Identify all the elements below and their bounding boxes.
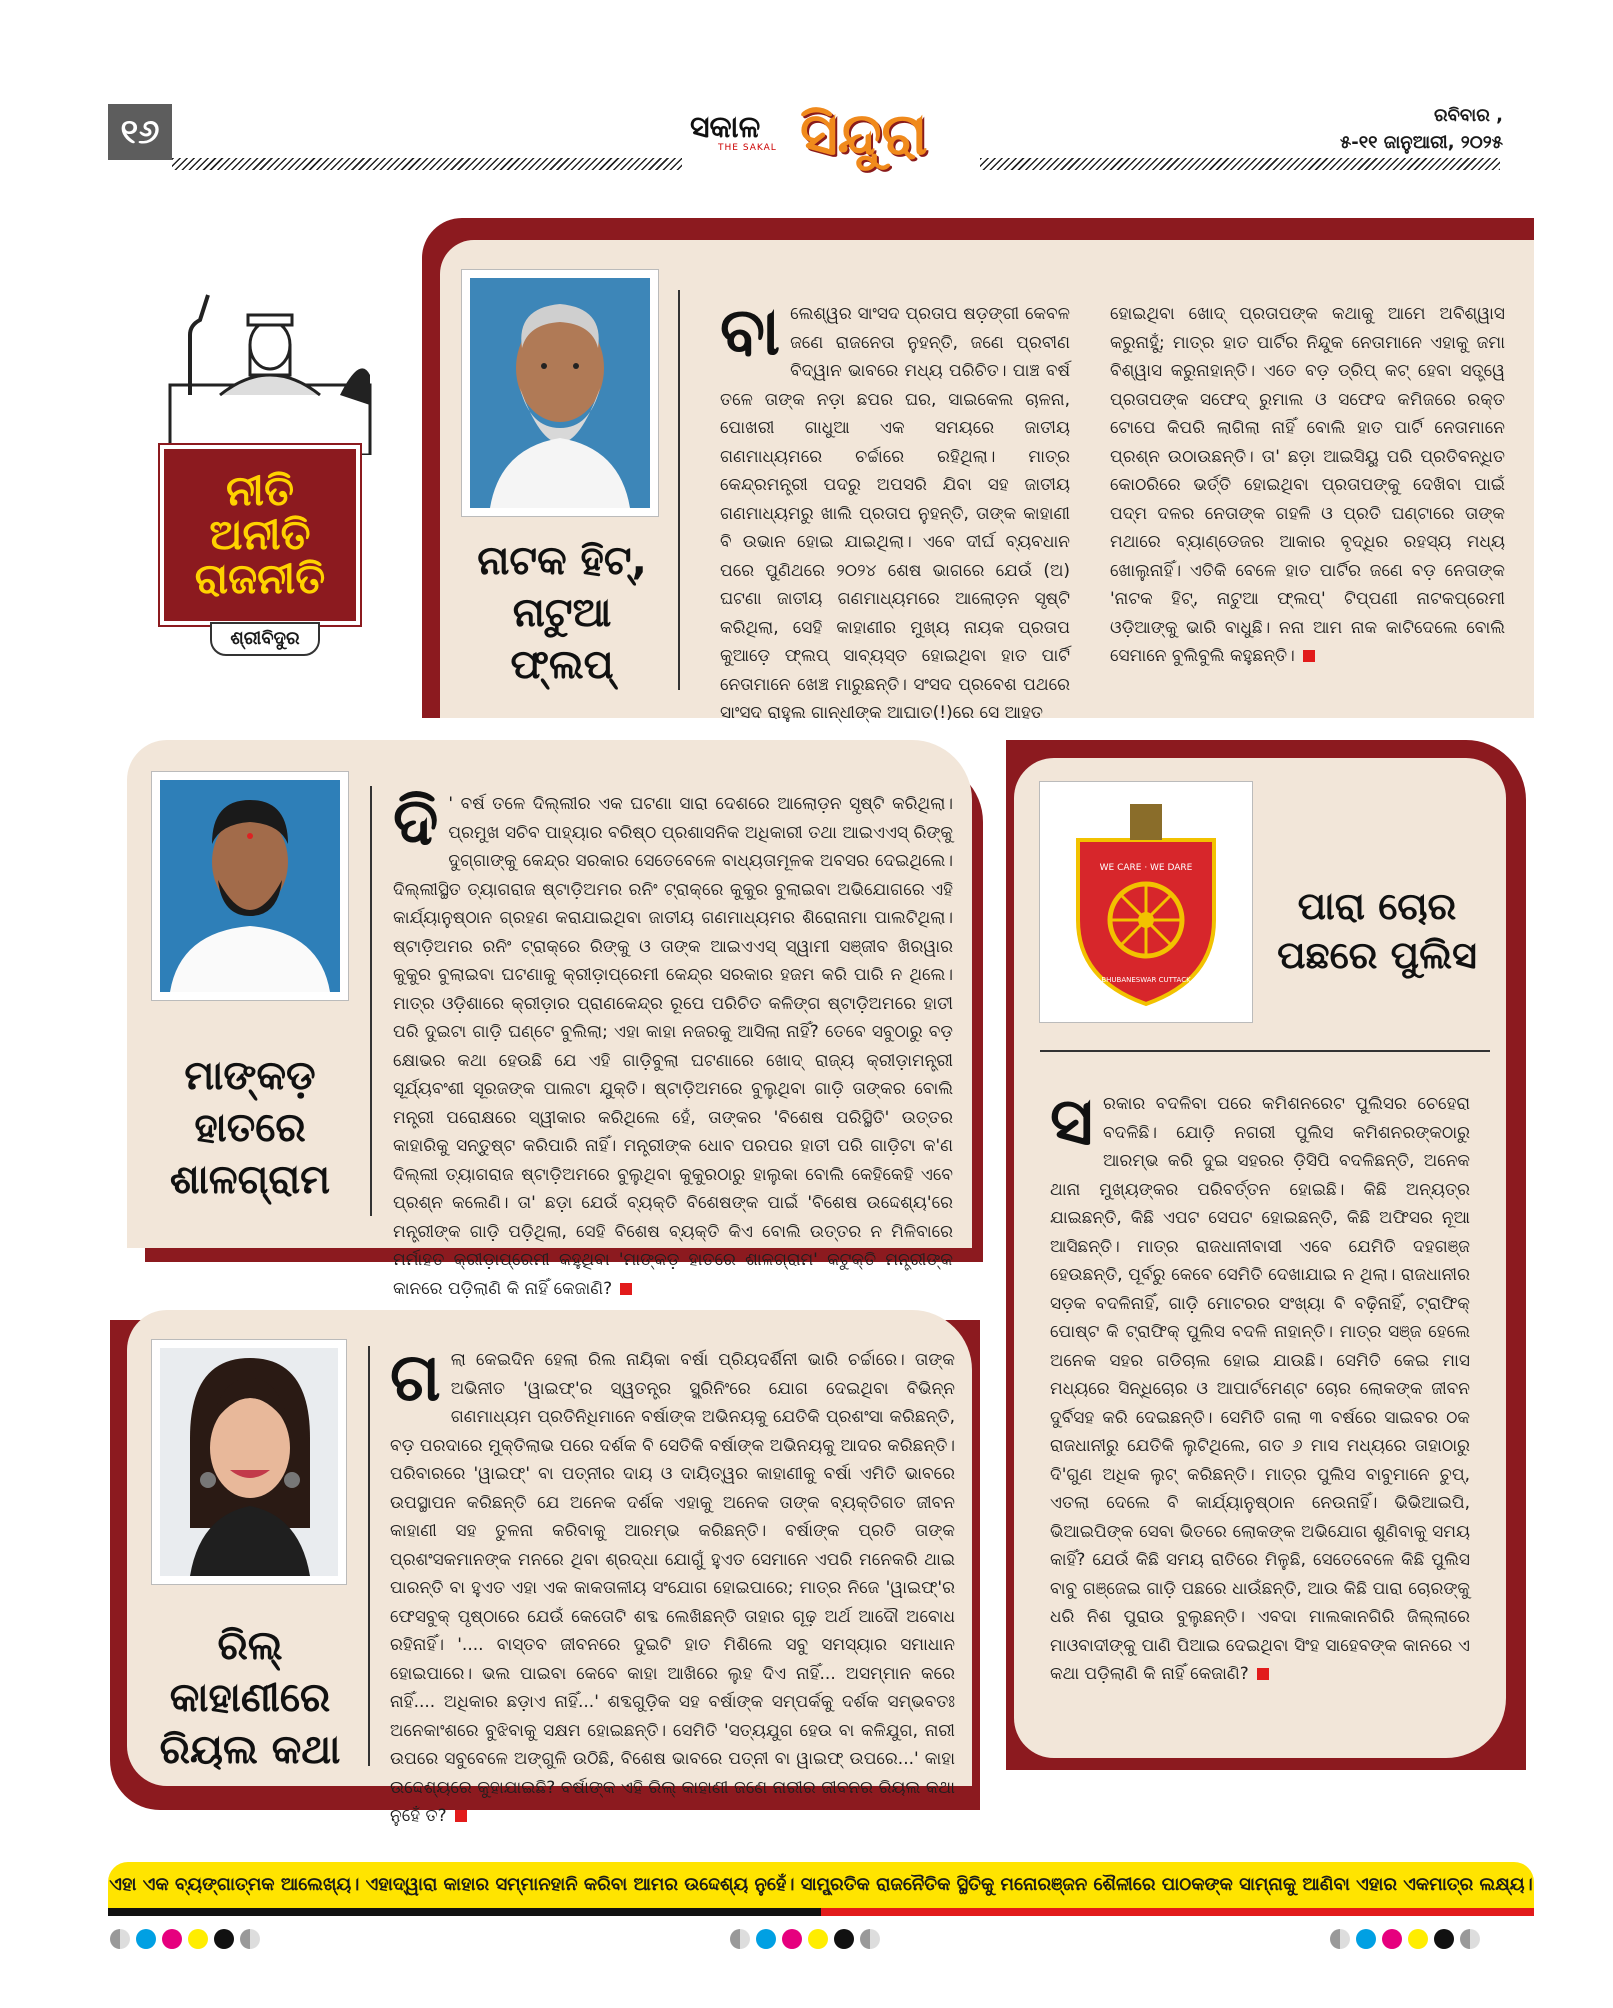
masthead-sakal-logo: ସକାଳ	[690, 110, 761, 145]
magenta-dot-icon	[782, 1929, 802, 1949]
section-author: ଶ୍ରୀବିଦୁର	[210, 622, 320, 656]
section-title-line: ନୀତି	[225, 465, 295, 515]
article3-body	[1050, 1083, 1470, 1689]
cyan-dot-icon	[756, 1929, 776, 1949]
registration-half-icon	[860, 1929, 880, 1949]
masthead-sindura-logo: ସିନ୍ଦୁରା	[800, 100, 928, 168]
emblem-bottom: BHUBANESWAR CUTTACK	[1101, 976, 1191, 984]
yellow-dot-icon	[808, 1929, 828, 1949]
section-title-line: ରାଜନୀତି	[194, 554, 326, 604]
black-dot-icon	[834, 1929, 854, 1949]
article2-photo	[152, 772, 348, 1000]
article1-headline: ନାଟକ ହିଟ୍, ନାଟୁଆ ଫ୍ଲପ୍	[477, 538, 647, 688]
registration-half-icon	[730, 1929, 750, 1949]
article4-divider	[368, 1346, 370, 1766]
header-hatch-left	[172, 158, 682, 170]
registration-marks-right	[1330, 1928, 1480, 1950]
issue-day: ରବିବାର ,	[1433, 105, 1503, 126]
end-mark-icon	[1257, 1668, 1269, 1680]
registration-half-icon	[1330, 1929, 1350, 1949]
article1-text-col2: ହୋଇଥିବା ଖୋଦ୍ ପ୍ରତାପଙ୍କ କଥାକୁ ଆମେ ଅବିଶ୍ୱାସ କରୁନାହୁଁ; ମାତ୍ର ହାତ ପାର୍ଟିର ନିନ୍ଦୁକ ନେତାମାନେ ଏହାକୁ ଜମା ବିଶ୍ୱାସ କରୁନାହାନ୍ତି। ଏତେ ବଡ଼ ଡ୍ରିପ୍ କଟ୍ ହେବା ସତ୍ତ୍ୱେ ପ୍ରତାପଙ୍କ ସଫେଦ୍ ରୁମାଲ ଓ ସଫେଦ କମିଜରେ ରକ୍ତ ଟୋପେ କିପରି ଲାଗିଲା ନାହିଁ ବୋଲି ହାତ ପାର୍ଟି ନେତାମାନେ ପ୍ରଶ୍ନ ଉଠାଉଛନ୍ତି। ତା' ଛଡ଼ା ଆଇସିୟୁ ପରି ପ୍ରତିବନ୍ଧିତ କୋଠରିରେ ଭର୍ତ୍ତି ହୋଇଥିବା ପ୍ରତାପଙ୍କୁ ଦେଖିବା ପାଇଁ ପଦ୍ମ ଦଳର ନେତାଙ୍କ ଗହଳି ଓ ପ୍ରତି ଘଣ୍ଟାରେ ତାଙ୍କ ମଥାରେ ବ୍ୟାଣ୍ଡେଜର ଆକାର ବୃଦ୍ଧିର ରହସ୍ୟ ମଧ୍ୟ ଖୋଲୁନାହିଁ। ଏତିକି ବେଳେ ହାତ ପାର୍ଟିର ଜଣେ ବଡ଼ ନେତାଙ୍କ 'ନାଟକ ହିଟ୍, ନାଟୁଆ ଫ୍ଲପ୍' ଟିପ୍ପଣୀ ନାଟକପ୍ରେମୀ ଓଡ଼ିଆଙ୍କୁ ଭାରି ବାଧୁଛି। ନନା ଆମ ନାକ କାଟିଦେଲେ ବୋଲି ସେମାନେ ବୁଲିବୁଲି କହୁଛନ୍ତି।	[1110, 304, 1505, 666]
footer-ribbon	[108, 1908, 1534, 1916]
article3-dropcap: ସ	[1050, 1083, 1094, 1160]
registration-marks-left	[110, 1928, 260, 1950]
article2-dropcap: ଦି	[393, 783, 439, 860]
article1-divider	[678, 290, 680, 690]
article1-column1	[720, 293, 1070, 728]
police-emblem-icon	[1048, 790, 1244, 1014]
page-number: ୧୬	[108, 104, 172, 160]
actress-portrait-icon	[160, 1348, 338, 1576]
cyan-dot-icon	[1356, 1929, 1376, 1949]
black-dot-icon	[214, 1929, 234, 1949]
article2-headline: ମାଙ୍କଡ଼ ହାତରେ ଶାଳଗ୍ରାମ	[169, 1053, 331, 1203]
article2-body	[393, 783, 953, 1303]
magenta-dot-icon	[162, 1929, 182, 1949]
cyan-dot-icon	[136, 1929, 156, 1949]
end-mark-icon	[1303, 650, 1315, 662]
yellow-dot-icon	[188, 1929, 208, 1949]
issue-date: ୫-୧୧ ଜାନୁଆରୀ, ୨୦୨୫	[1340, 132, 1503, 153]
article3-photo	[1040, 782, 1252, 1022]
article2-divider	[370, 786, 372, 1216]
young-man-portrait-icon	[160, 780, 340, 992]
article3-text: ରକାର ବଦଳିବା ପରେ କମିଶନରେଟ ପୁଲିସର ଚେହେରା ବଦଳିଛି। ଯୋଡ଼ି ନଗରୀ ପୁଲିସ କମିଶନରଙ୍କଠାରୁ ଆରମ୍ଭ କରି ଦୁଇ ସହରର ଡ଼ିସିପି ବଦଳିଛନ୍ତି, ଅନେକ ଥାନା ମୁଖ୍ୟଙ୍କର ପରିବର୍ତ୍ତନ ହୋଇଛି। କିଛି ଅନ୍ୟତ୍ର ଯାଇଛନ୍ତି, କିଛି ଏପଟ ସେପଟ ହୋଇଛନ୍ତି, କିଛି ଅଫିସର ନୂଆ ଆସିଛନ୍ତି। ମାତ୍ର ରାଜଧାନୀବାସୀ ଏବେ ଯେମିତି ଦହଗଞ୍ଜ ହେଉଛନ୍ତି, ପୂର୍ବରୁ କେବେ ସେମିତି ଦେଖାଯାଇ ନ ଥିଲା। ରାଜଧାନୀର ସଡ଼କ ବଦଳିନାହିଁ, ଗାଡ଼ି ମୋଟରର ସଂଖ୍ୟା ବି ବଢ଼ିନାହିଁ, ଟ୍ରାଫିକ୍ ପୋଷ୍ଟ କି ଟ୍ରାଫିକ୍ ପୁଲିସ ବଦଳି ନାହାନ୍ତି। ମାତ୍ର ସଞ୍ଜ ହେଲେ ଅନେକ ସହର ଗଡିଚାଲ ହୋଇ ଯାଉଛି। ସେମିତି କେଇ ମାସ ମଧ୍ୟରେ ସିନ୍ଧିଚୋର ଓ ଆପାର୍ଟମେଣ୍ଟ ଚୋର ଲୋକଙ୍କ ଜୀବନ ଦୁର୍ବିସହ କରି ଦେଇଛନ୍ତି। ସେମିତି ଗଲା ୩ ବର୍ଷରେ ସାଇବର ଠକ ରାଜଧାନୀରୁ ଯେତିକି ଲୁଟିଥିଲେ, ଗତ ୬ ମାସ ମଧ୍ୟରେ ତାହାଠାରୁ ଦି'ଗୁଣ ଅଧିକ ଲୁଟ୍ କରିଛନ୍ତି। ମାତ୍ର ପୁଲିସ ବାବୁମାନେ ଚୁପ୍, ଏତଲା ଦେଲେ ବି କାର୍ଯ୍ୟାନୁଷ୍ଠାନ ନେଉନାହିଁ। ଭିଭିଆଇପି, ଭିଆଇପିଙ୍କ ସେବା ଭିତରେ ଲୋକଙ୍କ ଅଭିଯୋଗ ଶୁଣିବାକୁ ସମୟ କାହିଁ? ଯେଉଁ କିଛି ସମୟ ରାତିରେ ମିଳୁଛି, ସେତେବେଳେ କିଛି ପୁଲିସ ବାବୁ ଗଞ୍ଜେଇ ଗାଡ଼ି ପଛରେ ଧାଉଁଛନ୍ତି, ଆଉ କିଛି ପାରା ଚୋରଙ୍କୁ ଧରି ନିଶ ପୁରାଉ ବୁଲୁଛନ୍ତି। ଏବଦା ମାଲକାନଗିରି ଜିଲ୍ଲାରେ ମାଓବାଦୀଙ୍କୁ ପାଣି ପିଆଇ ଦେଇଥିବା ସିଂହ ସାହେବଙ୍କ କାନରେ ଏ କଥା ପଡ଼ିଲାଣି କି ନାହିଁ କେଜାଣି?	[1050, 1094, 1470, 1684]
emblem-motto: WE CARE · WE DARE	[1099, 863, 1193, 873]
bearded-man-portrait-icon	[470, 278, 650, 508]
registration-half-icon	[1460, 1929, 1480, 1949]
disclaimer-banner: ଏହା ଏକ ବ୍ୟଙ୍ଗାତ୍ମକ ଆଲେଖ୍ୟ। ଏହାଦ୍ୱାରା କାହାର ସମ୍ମାନହାନି କରିବା ଆମର ଉଦ୍ଦେଶ୍ୟ ନୁହେଁ। ସାମ୍ପ୍ରତିକ ରାଜନୈତିକ ସ୍ଥିତିକୁ ମନୋରଞ୍ଜନ ଶୈଳୀରେ ପାଠକଙ୍କ ସାମ୍ନାକୁ ଆଣିବା ଏହାର ଏକମାତ୍ର ଲକ୍ଷ୍ୟ।	[108, 1862, 1534, 1908]
article1-column2	[1110, 300, 1505, 671]
article3-divider	[1040, 1050, 1490, 1052]
article4-text: ଲା କେଇଦିନ ହେଲା ରିଲ ନାୟିକା ବର୍ଷା ପ୍ରିୟଦର୍ଶିନୀ ଭାରି ଚର୍ଚ୍ଚାରେ। ତାଙ୍କ ଅଭିନୀତ 'ୱାଇଫ୍'ର ସ୍ୱତନ୍ତ୍ର ସ୍କ୍ରିନିଂରେ ଯୋଗ ଦେଇଥିବା ବିଭିନ୍ନ ଗଣମାଧ୍ୟମ ପ୍ରତିନିଧିମାନେ ବର୍ଷାଙ୍କ ଅଭିନୟକୁ ଯେତିକି ପ୍ରଶଂସା କରିଛନ୍ତି, ବଡ଼ ପରଦାରେ ମୁକ୍ତିଲାଭ ପରେ ଦର୍ଶକ ବି ସେତିକି ବର୍ଷାଙ୍କ ଅଭିନୟକୁ ଆଦର କରିଛନ୍ତି। ପରିବାରରେ 'ୱାଇଫ୍' ବା ପତ୍ନୀର ଦାୟ ଓ ଦାୟିତ୍ୱର କାହାଣୀକୁ ବର୍ଷା ଏମିତି ଭାବରେ ଉପସ୍ଥାପନ କରିଛନ୍ତି ଯେ ଅନେକ ଦର୍ଶକ ଏହାକୁ ଅନେକ ତାଙ୍କ ବ୍ୟକ୍ତିଗତ ଜୀବନ କାହାଣୀ ସହ ତୁଳନା କରିବାକୁ ଆରମ୍ଭ କରିଛନ୍ତି। ବର୍ଷାଙ୍କ ପ୍ରତି ତାଙ୍କ ପ୍ରଶଂସକମାନଙ୍କ ମନରେ ଥିବା ଶ୍ରଦ୍ଧା ଯୋଗୁଁ ହୁଏତ ସେମାନେ ଏପରି ମନେକରି ଥାଇ ପାରନ୍ତି ବା ହୁଏତ ଏହା ଏକ କାକତାଳୀୟ ସଂଯୋଗ ହୋଇପାରେ; ମାତ୍ର ନିଜେ 'ୱାଇଫ୍'ର ଫେସବୁକ୍ ପୃଷ୍ଠାରେ ଯେଉଁ କେତୋଟି ଶବ୍ଦ ଲେଖିଛନ୍ତି ତାହାର ଗୂଢ଼ ଅର୍ଥ ଆଦୌ ଅବୋଧ ରହିନାହିଁ। '.... ବାସ୍ତବ ଜୀବନରେ ଦୁଇଟି ହାତ ମିଶିଲେ ସବୁ ସମସ୍ୟାର ସମାଧାନ ହୋଇପାରେ। ଭଲ ପାଇବା କେବେ କାହା ଆଖିରେ ଲୁହ ଦିଏ ନାହିଁ... ଅସମ୍ମାନ କରେ ନାହିଁ.... ଅଧିକାର ଛଡ଼ାଏ ନାହିଁ...' ଶବ୍ଦଗୁଡ଼ିକ ସହ ବର୍ଷାଙ୍କ ସମ୍ପର୍କକୁ ଦର୍ଶକ ସମ୍ଭବତଃ ଅନେକାଂଶରେ ବୁଝିବାକୁ ସକ୍ଷମ ହୋଇଛନ୍ତି। ସେମିତି 'ସତ୍ୟଯୁଗ ହେଉ ବା କଳିଯୁଗ, ନାରୀ ଉପରେ ସବୁବେଳେ ଅଙ୍ଗୁଳି ଉଠିଛି, ବିଶେଷ ଭାବରେ ପତ୍ନୀ ବା ୱାଇଫ୍ ଉପରେ...' କାହା ଉଦ୍ଦେଶ୍ୟରେ କୁହାଯାଇଛି? ବର୍ଷାଙ୍କ ଏହି ରିଲ୍ କାହାଣୀ ଜଣେ ନାରୀର ଜୀବନର ରିୟଲ କଥା ନୁହେଁ ତ?	[390, 1350, 955, 1826]
header-hatch-right	[980, 158, 1500, 170]
article4-dropcap: ଗ	[390, 1339, 441, 1416]
section-title-line: ଅନୀତି	[209, 509, 311, 559]
article1-dropcap: ବା	[720, 293, 781, 370]
article3-headline: ପାରା ଚୋର ପଛରେ ପୁଲିସ	[1277, 884, 1477, 978]
magenta-dot-icon	[1382, 1929, 1402, 1949]
black-dot-icon	[1434, 1929, 1454, 1949]
article2-text: ' ବର୍ଷ ତଳେ ଦିଲ୍ଲୀର ଏକ ଘଟଣା ସାରା ଦେଶରେ ଆଲୋଡ଼ନ ସୃଷ୍ଟି କରିଥିଲା। ପ୍ରମୁଖ ସଚିବ ପାହ୍ୟାର ବରିଷ୍ଠ ପ୍ରଶାସନିକ ଅଧିକାରୀ ତଥା ଆଇଏଏସ୍ ରିଙ୍କୁ ଦୁଗ୍ଗାଙ୍କୁ କେନ୍ଦ୍ର ସରକାର ସେତେବେଳେ ବାଧ୍ୟତାମୂଳକ ଅବସର ଦେଇଥିଲେ। ଦିଲ୍ଲୀସ୍ଥିତ ତ୍ୟାଗରାଜ ଷ୍ଟାଡ଼ିଅମର ରନିଂ ଟ୍ରାକ୍‌ରେ କୁକୁର ବୁଲାଇବା ଅଭିଯୋଗରେ ଏହି କାର୍ଯ୍ୟାନୁଷ୍ଠାନ ଗ୍ରହଣ କରାଯାଇଥିବା ଜାତୀୟ ଗଣମାଧ୍ୟମର ଶିରୋନାମା ପାଲଟିଥିଲା। ଷ୍ଟାଡ଼ିଅମର ରନିଂ ଟ୍ରାକ୍‌ରେ ରିଙ୍କୁ ଓ ତାଙ୍କ ଆଇଏଏସ୍ ସ୍ୱାମୀ ସଞ୍ଜୀବ ଖିରୱାର କୁକୁର ବୁଲାଇବା ଘଟଣାକୁ କ୍ରୀଡ଼ାପ୍ରେମୀ କେନ୍ଦ୍ର ସରକାର ହଜମ କରି ପାରି ନ ଥିଲେ। ମାତ୍ର ଓଡ଼ିଶାରେ କ୍ରୀଡ଼ାର ପ୍ରାଣକେନ୍ଦ୍ର ରୂପେ ପରିଚିତ କଳିଙ୍ଗ ଷ୍ଟାଡ଼ିଅମରେ ହାତୀ ପରି ଦୁଇଟା ଗାଡ଼ି ଘଣ୍ଟେ ବୁଲିଲା; ଏହା କାହା ନଜରକୁ ଆସିଲା ନାହିଁ? ତେବେ ସବୁଠାରୁ ବଡ଼ କ୍ଷୋଭର କଥା ହେଉଛି ଯେ ଏହି ଗାଡ଼ିବୁଲା ଘଟଣାରେ ଖୋଦ୍ ରାଜ୍ୟ କ୍ରୀଡ଼ାମନ୍ତ୍ରୀ ସୂର୍ଯ୍ୟବଂଶୀ ସୂରଜଙ୍କ ପାଲଟା ଯୁକ୍ତି। ଷ୍ଟାଡ଼ିଅମରେ ବୁଲୁଥିବା ଗାଡ଼ି ତାଙ୍କର ବୋଲି ମନ୍ତ୍ରୀ ପରୋକ୍ଷରେ ସ୍ୱୀକାର କରିଥିଲେ ହେଁ, ତାଙ୍କର 'ବିଶେଷ ପରିସ୍ଥିତି' ଉତ୍ତର କାହାରିକୁ ସନ୍ତୁଷ୍ଟ କରିପାରି ନାହିଁ। ମନ୍ତ୍ରୀଙ୍କ ଧୋବ ପରପର ହାତୀ ପରି ଗାଡ଼ିଟା କ'ଣ ଦିଲ୍ଲୀ ତ୍ୟାଗରାଜ ଷ୍ଟାଡ଼ିଅମରେ ବୁଲୁଥିବା କୁକୁରଠାରୁ ହାଲୁକା ବୋଲି କେହିକେହି ଏବେ ପ୍ରଶ୍ନ କଲେଣି। ତା' ଛଡ଼ା ଯେଉଁ ବ୍ୟକ୍ତି ବିଶେଷଙ୍କ ପାଇଁ 'ବିଶେଷ ଉଦ୍ଦେଶ୍ୟ'ରେ ମନ୍ତ୍ରୀଙ୍କ ଗାଡ଼ି ପଡ଼ିଥିଲା, ସେହି ବିଶେଷ ବ୍ୟକ୍ତି କିଏ ବୋଲି ଉତ୍ତର ନ ମିଳିବାରେ ମର୍ମାହତ କ୍ରୀଡ଼ାପ୍ରେମୀ କହୁଥିବା 'ମାଙ୍କଡ଼ ହାତରେ ଶାଳଗ୍ରାମ' କଟୁକ୍ତି ମନ୍ତ୍ରୀଙ୍କ କାନରେ ପଡ଼ିଲାଣି କି ନାହିଁ କେଜାଣି?	[393, 794, 953, 1299]
article4-body	[390, 1339, 955, 1831]
registration-half-icon	[240, 1929, 260, 1949]
article4-photo	[152, 1340, 346, 1584]
registration-marks-center	[730, 1928, 880, 1950]
end-mark-icon	[455, 1810, 467, 1822]
politician-illustration-icon	[150, 285, 390, 455]
yellow-dot-icon	[1408, 1929, 1428, 1949]
masthead-sakal-sub: THE SAKAL	[718, 143, 777, 153]
article1-text-col1: ଲେଶ୍ୱର ସାଂସଦ ପ୍ରତାପ ଷଡ଼ଙ୍ଗୀ କେବଳ ଜଣେ ରାଜନେତା ନୁହନ୍ତି, ଜଣେ ପ୍ରବୀଣ ବିଦ୍ୱାନ ଭାବରେ ମଧ୍ୟ ପରିଚିତ। ପାଞ୍ଚ ବର୍ଷ ତଳେ ତାଙ୍କ ନଡ଼ା ଛପର ଘର, ସାଇକେଲ ଚାଳନା, ପୋଖରୀ ଗାଧୁଆ ଏକ ସମୟରେ ଜାତୀୟ ଗଣମାଧ୍ୟମରେ ଚର୍ଚ୍ଚାରେ ରହିଥିଲା। ମାତ୍ର କେନ୍ଦ୍ରମନ୍ତ୍ରୀ ପଦରୁ ଅପସରି ଯିବା ସହ ଜାତୀୟ ଗଣମାଧ୍ୟମରୁ ଖାଲି ପ୍ରତାପ ନୁହନ୍ତି, ତାଙ୍କ କାହାଣୀ ବି ଉଭାନ ହୋଇ ଯାଇଥିଲା। ଏବେ ଦୀର୍ଘ ବ୍ୟବଧାନ ପରେ ପୁଣିଥରେ ୨୦୨୪ ଶେଷ ଭାଗରେ ଯେଉଁ (ଅ) ଘଟଣା ଜାତୀୟ ଗଣମାଧ୍ୟମରେ ଆଲୋଡ଼ନ ସୃଷ୍ଟି କରିଥିଲା, ସେହି କାହାଣୀର ମୁଖ୍ୟ ନାୟକ ପ୍ରତାପ କୁଆଡ଼େ ଫ୍ଲପ୍ ସାବ୍ୟସ୍ତ ହୋଇଥିବା ହାତ ପାର୍ଟି ନେତାମାନେ ଖେଞ୍ଚ ମାରୁଛନ୍ତି। ସଂସଦ ପ୍ରବେଶ ପଥରେ ସାଂସଦ ରାହୁଲ ଗାନ୍ଧୀଙ୍କ ଆଘାତ(!)ରେ ସେ ଆହତ	[720, 304, 1070, 723]
article4-headline: ରିଲ୍ କାହାଣୀରେ ରିୟଲ କଥା	[159, 1623, 341, 1773]
article1-photo	[462, 270, 658, 516]
end-mark-icon	[620, 1283, 632, 1295]
section-logo	[160, 445, 360, 625]
registration-half-icon	[110, 1929, 130, 1949]
